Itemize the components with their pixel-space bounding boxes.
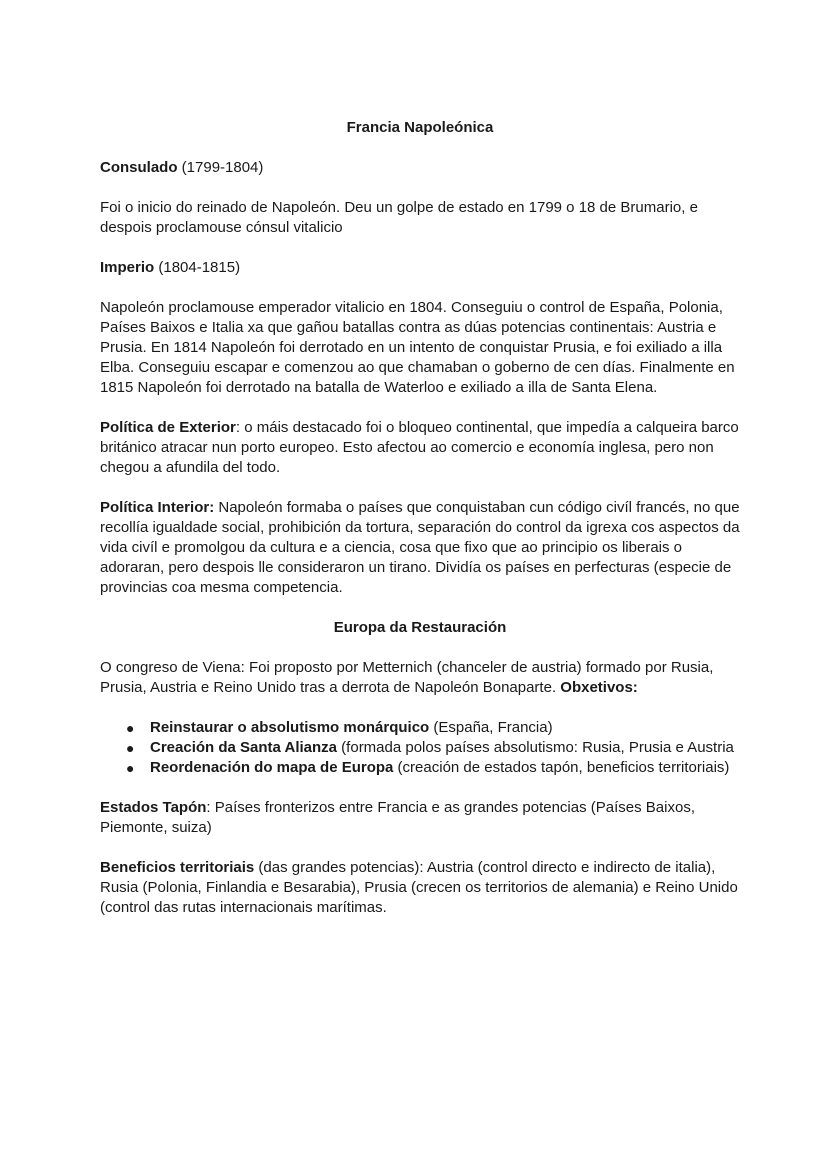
interior-text: Napoleón formaba o países que conquistaban cun código civíl francés, no que recollía igualdade social, prohibición da tortura, separación do control da igrexa cos aspectos da vida civíl e promolgou da cultura e a ciencia, cosa que fixo que ao principio os liberais o adoraran, pero despois lle consideraron un tirano. Dividía os países en perfecturas (especie de provincias coa mesma competencia. (100, 499, 740, 596)
interior-label: Política Interior: (100, 499, 215, 516)
imperio-dates: (1804-1815) (154, 259, 241, 276)
obxetivos-label: Obxetivos: (560, 679, 638, 696)
consulado-heading (100, 158, 740, 178)
bullet-icon: ● (126, 720, 135, 736)
title-europa-restauracion: Europa da Restauración (333, 619, 507, 636)
title-francia-napoleonica: Francia Napoleónica (346, 119, 494, 136)
viena-paragraph (100, 658, 740, 698)
tapon-label: Estados Tapón (100, 799, 207, 816)
consulado-label: Consulado (100, 159, 178, 176)
exterior-text: : o máis destacado foi o bloqueo continental, que impedía a calqueira barco británico atracar nun porto europeo. Esto afectou ao comercio e economía inglesa, pero non chegou a afundila del todo. (100, 419, 739, 476)
exterior-paragraph (100, 418, 740, 478)
bullet-icon: ● (126, 740, 135, 756)
bullet-text: (España, Francia) (429, 719, 553, 736)
viena-text: O congreso de Viena: Foi proposto por Metternich (chanceler de austria) formado por Rusia, Prusia, Austria e Reino Unido tras a derrota de Napoleón Bonaparte. (100, 659, 714, 696)
exterior-label: Política de Exterior (100, 419, 236, 436)
imperio-paragraph: Napoleón proclamouse emperador vitalicio en 1804. Conseguiu o control de España, Polonia, Países Baixos e Italia xa que gañou batallas contra as dúas potencias continentais: Austria e Prusia. En 1814 Napoleón foi derrotado en un intento de conquistar Prusia, e foi exiliado a illa Elba. Conseguiu escapar e comenzou ao que chamaban o goberno de cen días. Finalmente en 1815 Napoleón foi derrotado na batalla de Waterloo e exiliado a illa de Santa Elena. (100, 299, 735, 396)
consulado-dates: (1799-1804) (177, 159, 264, 176)
tapon-text: : Países fronterizos entre Francia e as grandes potencias (Países Baixos, Piemonte, suiza) (100, 799, 695, 836)
bullet-icon: ● (126, 760, 135, 776)
list-item (100, 758, 740, 778)
list-item (100, 738, 740, 758)
bullet-text: (creación de estados tapón, beneficios territoriais) (393, 759, 730, 776)
interior-paragraph (100, 498, 740, 598)
bullet-bold: Reinstaurar o absolutismo monárquico (150, 719, 430, 736)
beneficios-paragraph (100, 858, 740, 918)
beneficios-label: Beneficios territoriais (100, 859, 255, 876)
list-item (100, 718, 740, 738)
imperio-heading (100, 258, 740, 278)
consulado-paragraph: Foi o inicio do reinado de Napoleón. Deu un golpe de estado en 1799 o 18 de Brumario, e despois proclamouse cónsul vitalicio (100, 199, 698, 236)
bullet-text: (formada polos países absolutismo: Rusia, Prusia e Austria (337, 739, 734, 756)
obxetivos-list (100, 718, 740, 778)
beneficios-text: (das grandes potencias): Austria (control directo e indirecto de italia), Rusia (Polonia, Finlandia e Besarabia), Prusia (crecen os territorios de alemania) e Reino Unido (control das rutas internacionais marítimas. (100, 859, 738, 916)
bullet-bold: Creación da Santa Alianza (150, 739, 338, 756)
tapon-paragraph (100, 798, 740, 838)
bullet-bold: Reordenación do mapa de Europa (150, 759, 394, 776)
document-page (100, 118, 740, 918)
imperio-label: Imperio (100, 259, 155, 276)
